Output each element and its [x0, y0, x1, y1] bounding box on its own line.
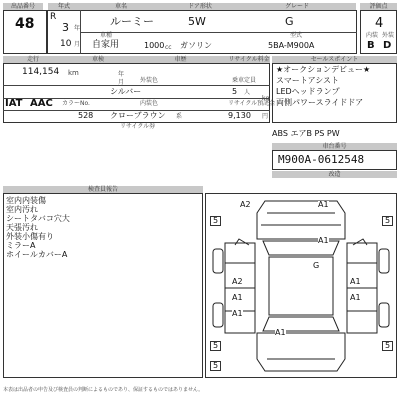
- selling-point-3: LEDヘッドランプ: [276, 87, 340, 96]
- damage-mark: A2: [240, 200, 251, 209]
- score-exterior: D: [383, 40, 392, 51]
- color-no-label: カラーNo.: [62, 100, 90, 107]
- model-code-label: 型式: [290, 32, 303, 39]
- interior-color-label: 内装色: [140, 100, 159, 107]
- recycle-amount: 9,130: [228, 111, 251, 120]
- selling-point-2: スマートアシスト: [276, 76, 340, 85]
- tire-depth-fr: 5: [382, 216, 393, 226]
- row2-mileage-label: 走行: [3, 56, 63, 63]
- year-era: R: [50, 12, 57, 22]
- inspector-note-1: 室内内装傷: [6, 196, 46, 205]
- footer-note: 本表は出品者の申告及び検査員の判断によるものであり、保証するものではありません。: [3, 387, 204, 393]
- seats-label: 乗車定員: [232, 77, 257, 84]
- mileage: 114,154: [22, 67, 60, 77]
- recycle-label: リサイクル預託金: [228, 100, 276, 107]
- seal-label: リサイクル券: [120, 123, 156, 130]
- car-grade: G: [285, 15, 294, 28]
- row2-selling-label: セールスポイント: [272, 56, 397, 63]
- inspector-note-2: 室内汚れ: [6, 205, 38, 214]
- mileage-unit: km: [68, 69, 79, 77]
- car-cc: 1000: [144, 41, 165, 50]
- car-fuel: ガソリン: [180, 41, 212, 50]
- chassis-label: 車台番号: [272, 143, 397, 150]
- car-cc-unit: cc: [165, 44, 172, 51]
- model-code: 5BA-M900A: [268, 41, 315, 50]
- inspector-note-7: ホイールカバーA: [6, 250, 68, 259]
- chassis-number: M900A-0612548: [278, 153, 365, 166]
- header-grade-label: グレード: [238, 3, 356, 10]
- selling-point-1: ★オークションデビュー★: [276, 65, 371, 74]
- usage-label: 車種: [100, 32, 113, 39]
- interior-color: クローブラウン: [110, 111, 166, 120]
- inspection-month-unit: 月: [118, 79, 125, 86]
- damage-mark: A1: [350, 293, 361, 302]
- equipment: ABS エアB PS PW: [272, 129, 340, 138]
- header-lot-label: 出品番号: [3, 3, 43, 10]
- damage-mark: A1: [232, 309, 243, 318]
- header-model-label: 車名: [80, 3, 162, 10]
- damage-mark: G: [313, 261, 320, 270]
- year-value: 3: [62, 21, 69, 34]
- color: シルバー: [110, 87, 142, 96]
- score-interior-label: 内装: [366, 32, 379, 39]
- damage-mark: A1: [232, 293, 243, 302]
- row2-recycle-label: リサイクル料金: [228, 56, 270, 63]
- inspector-note-6: ミラーA: [6, 241, 36, 250]
- color-label: 外装色: [140, 77, 159, 84]
- interior-color-suffix: 系: [176, 113, 183, 120]
- tire-depth-fl: 5: [210, 216, 221, 226]
- score-exterior-label: 外装: [382, 32, 395, 39]
- damage-mark: A1: [318, 200, 329, 209]
- year-suffix: 年: [74, 25, 81, 32]
- load-unit: kg: [262, 95, 270, 102]
- recycle-unit: 円: [262, 113, 269, 120]
- inspector-note-4: 天張汚れ: [6, 223, 38, 232]
- damage-mark: A1: [318, 236, 329, 245]
- inspector-note-5: 外装小傷有り: [6, 232, 54, 241]
- tire-depth-rl: 5: [210, 341, 221, 351]
- score-interior: B: [367, 40, 375, 51]
- selling-point-4: 両側パワースライドドア: [276, 98, 364, 107]
- tire-depth-rr: 5: [382, 341, 393, 351]
- seats-unit: 人: [244, 89, 251, 96]
- transmission: IAT: [5, 98, 23, 109]
- year-month: 10: [60, 39, 72, 49]
- row2-inspection-label: 車検: [63, 56, 133, 63]
- score-overall: 4: [375, 16, 384, 31]
- year-month-suffix: 月: [74, 41, 81, 48]
- car-usage: 自家用: [92, 40, 120, 50]
- row2-history-label: 車歴: [133, 56, 228, 63]
- header-doors-label: ドア形状: [162, 3, 238, 10]
- inspector-label: 検査員報告: [3, 186, 203, 193]
- damage-mark: A1: [275, 328, 286, 337]
- damage-mark: A1: [350, 277, 361, 286]
- color-no: 528: [78, 111, 94, 120]
- inspection-year-unit: 年: [118, 71, 125, 78]
- ac: AAC: [30, 98, 53, 109]
- car-doors: 5W: [188, 15, 206, 28]
- modification-label: 改造: [272, 171, 397, 178]
- car-name: ルーミー: [110, 15, 154, 28]
- inspector-note-3: シートタバコ穴大: [6, 214, 70, 223]
- tire-depth-spare: 5: [210, 361, 221, 371]
- lot-number: 48: [15, 16, 35, 32]
- damage-mark: A2: [232, 277, 243, 286]
- seats: 5: [232, 87, 238, 96]
- header-year-label: 年式: [48, 3, 80, 10]
- header-score-label: 評価点: [360, 3, 397, 10]
